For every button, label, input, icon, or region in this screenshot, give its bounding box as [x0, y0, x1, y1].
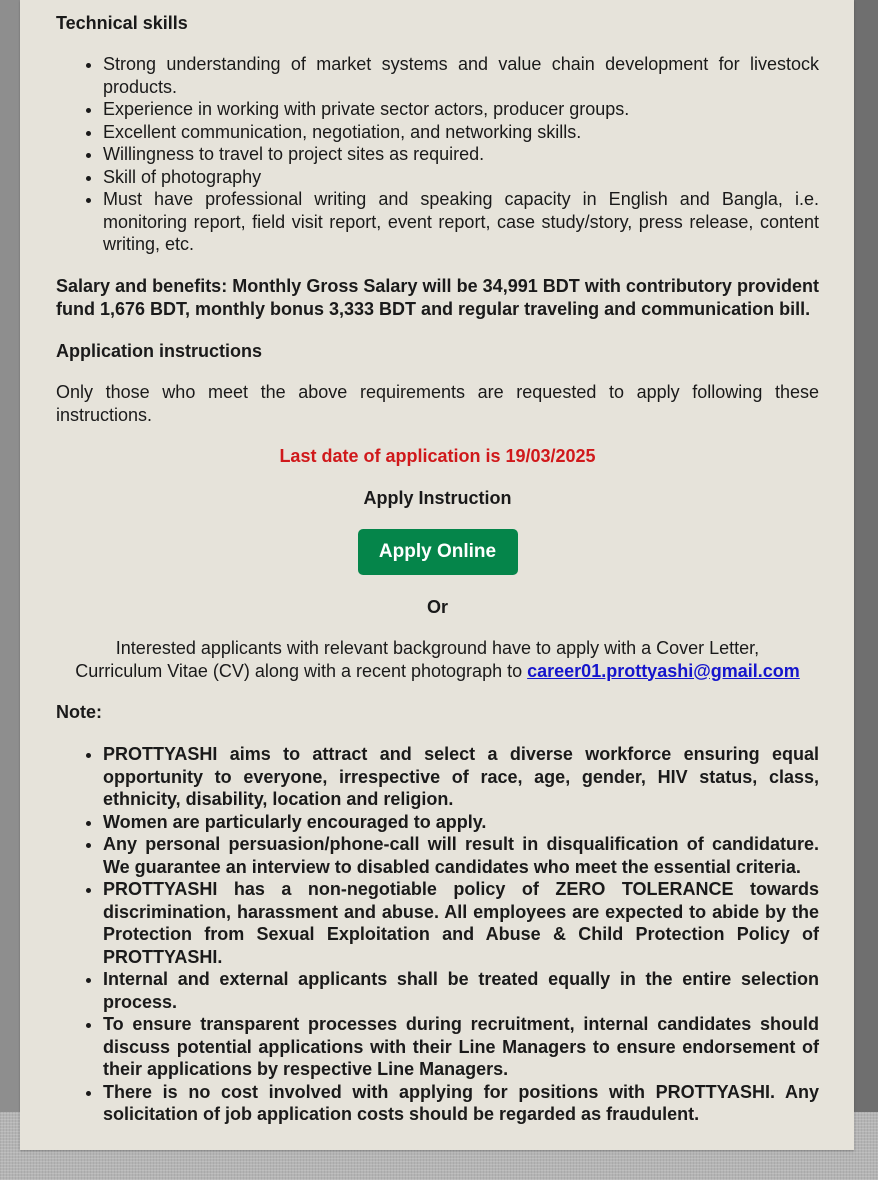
salary-benefits: Salary and benefits: Monthly Gross Salary will be 34,991 BDT with contributory provident fund 1,676 BDT, monthly bonus 3,333 BDT and regular traveling and communication bill.: [56, 276, 819, 319]
note-list: [56, 743, 819, 1126]
list-item: • Skill of photography: [103, 166, 819, 189]
apply-online-button[interactable]: Apply Online: [358, 529, 518, 575]
list-item: • Must have professional writing and speaking capacity in English and Bangla, i.e. monitoring report, field visit report, event report, case study/story, press release, content writing, etc.: [103, 188, 819, 256]
job-posting-page: [20, 0, 854, 1150]
list-item: • Experience in working with private sector actors, producer groups.: [103, 98, 819, 121]
list-item: • Strong understanding of market systems and value chain development for livestock products.: [103, 53, 819, 98]
note-heading: Note:: [56, 702, 102, 722]
email-link[interactable]: career01.prottyashi@gmail.com: [527, 660, 800, 681]
email-instructions-line2: [56, 660, 819, 683]
application-intro: Only those who meet the above requirements are requested to apply following these instructions.: [56, 382, 819, 425]
list-item: • To ensure transparent processes during recruitment, internal candidates should discuss potential applications with their Line Managers to ensure endorsement of their applications by respective Line Managers.: [103, 1013, 819, 1081]
application-instructions-heading: Application instructions: [56, 341, 263, 361]
list-item: • Any personal persuasion/phone-call will result in disqualification of candidature. We guarantee an interview to disabled candidates who meet the essential criteria.: [103, 833, 819, 878]
list-item: • Willingness to travel to project sites as required.: [103, 143, 819, 166]
list-item: • There is no cost involved with applying for positions with PROTTYASHI. Any solicitation of job application costs should be regarded as fraudulent.: [103, 1081, 819, 1126]
list-item: • PROTTYASHI has a non-negotiable policy of ZERO TOLERANCE towards discrimination, harassment and abuse. All employees are expected to abide by the Protection from Sexual Exploitation and Abuse & Child Protection Policy of PROTTYASHI.: [103, 878, 819, 968]
or-label: Or: [426, 597, 448, 617]
apply-online-wrapper: [56, 529, 819, 575]
apply-instruction-label: Apply Instruction: [363, 488, 512, 508]
technical-skills-list: [56, 53, 819, 256]
background-left: [0, 0, 20, 1112]
list-item: • Excellent communication, negotiation, and networking skills.: [103, 121, 819, 144]
application-deadline: Last date of application is 19/03/2025: [279, 446, 596, 466]
list-item: • Internal and external applicants shall be treated equally in the entire selection process.: [103, 968, 819, 1013]
technical-skills-heading: Technical skills: [56, 13, 188, 33]
email-instructions-line2-text: Curriculum Vitae (CV) along with a recent photograph to: [75, 660, 523, 681]
email-instructions: [56, 637, 819, 682]
background-right: [854, 0, 878, 1112]
email-instructions-line1: Interested applicants with relevant background have to apply with a Cover Letter,: [115, 638, 760, 658]
list-item: • PROTTYASHI aims to attract and select a diverse workforce ensuring equal opportunity to everyone, irrespective of race, age, gender, HIV status, class, ethnicity, disability, location and religion.: [103, 743, 819, 811]
list-item: • Women are particularly encouraged to apply.: [103, 811, 819, 834]
